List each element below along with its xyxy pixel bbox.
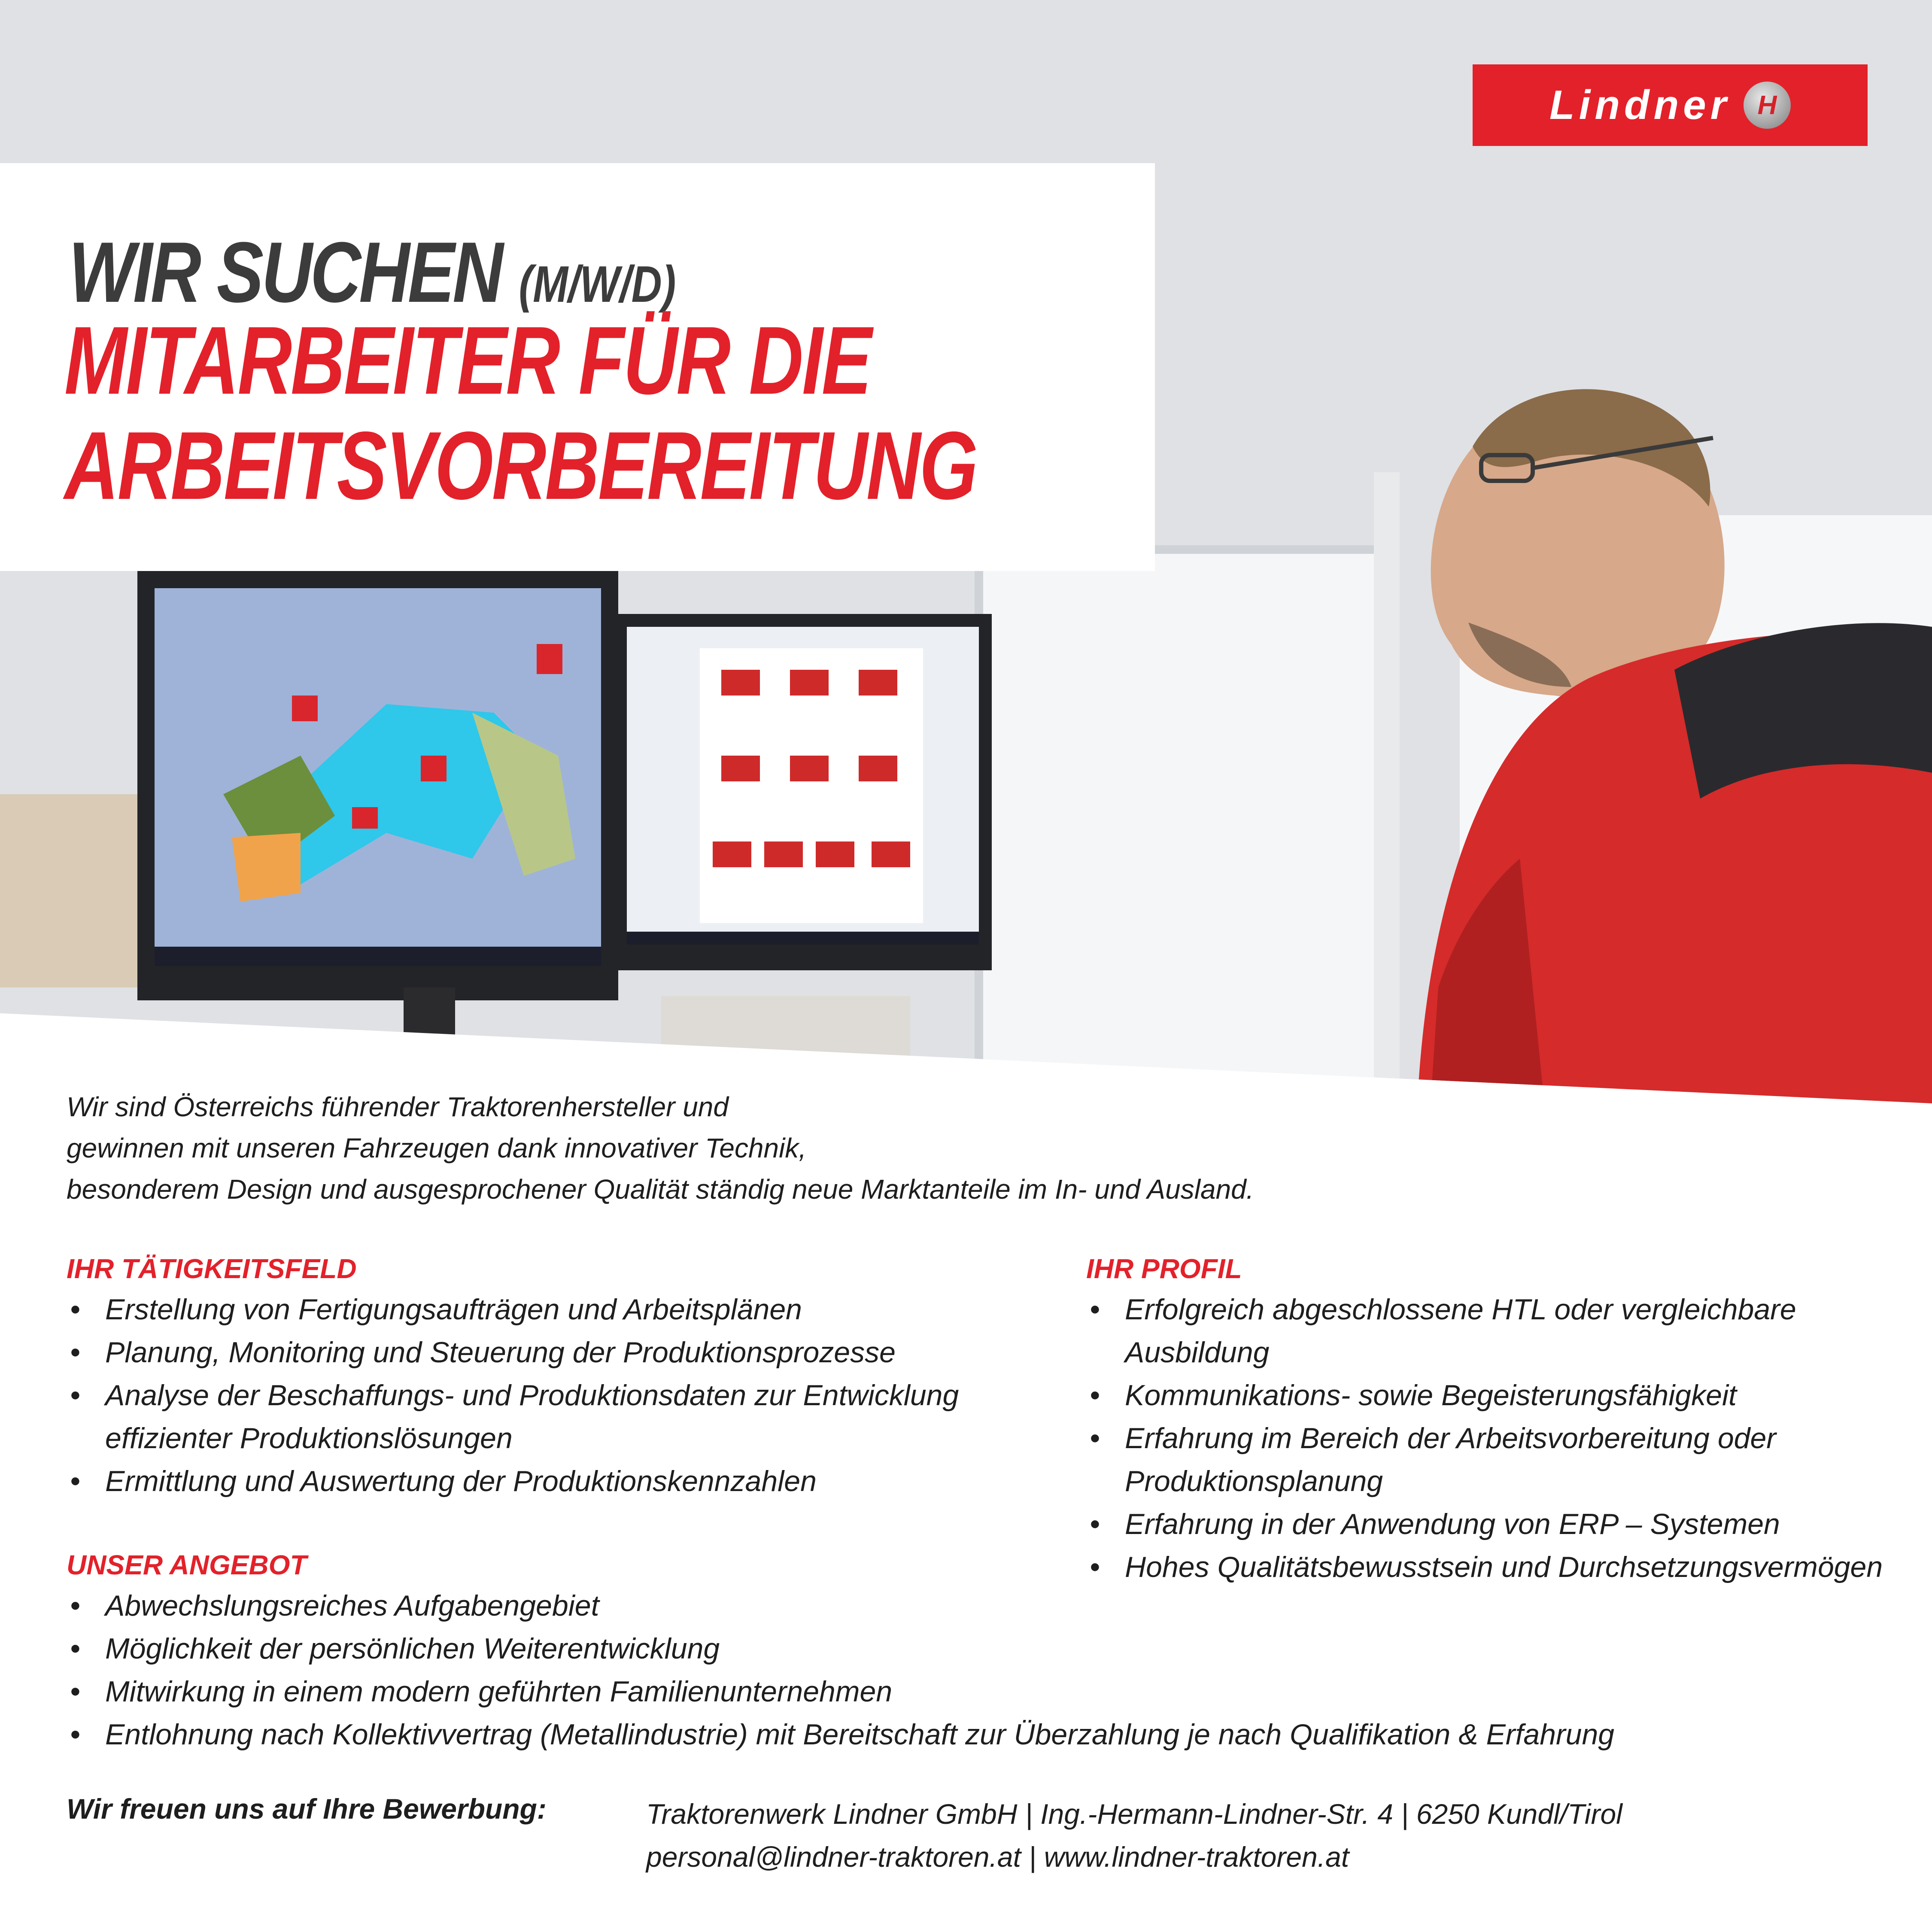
list-item: • Erfahrung im Bereich der Arbeitsvorbereitung oder Produktionsplanung	[1086, 1417, 1902, 1503]
intro-text	[67, 1086, 1870, 1210]
footer-contact	[646, 1792, 1622, 1878]
intro-line2: gewinnen mit unseren Fahrzeugen dank innovativer Technik,	[67, 1133, 807, 1163]
profil-title: IHR PROFIL	[1086, 1253, 1242, 1284]
lindner-logo	[1473, 64, 1868, 146]
profil-section	[1086, 1249, 1902, 1589]
headline-wir-suchen: WIR SUCHEN	[69, 225, 501, 320]
intro-line3: besonderem Design und ausgesprochener Qualität ständig neue Marktanteile im In- und Ausland.	[67, 1174, 1254, 1205]
taetigkeitsfeld-list	[67, 1288, 1088, 1503]
headline-line3: ARBEITSVORBEREITUNG	[64, 411, 977, 519]
footer-address: Traktorenwerk Lindner GmbH | Ing.-Hermann-Lindner-Str. 4 | 6250 Kundl/Tirol	[646, 1798, 1622, 1830]
taetigkeitsfeld-title: IHR TÄTIGKEITSFELD	[67, 1253, 357, 1284]
list-item: • Entlohnung nach Kollektivvertrag (Metallindustrie) mit Bereitschaft zur Überzahlung je nach Qualifikation & Erfahrung	[67, 1713, 1870, 1756]
list-item: • Erstellung von Fertigungsaufträgen und Arbeitsplänen	[67, 1288, 1088, 1331]
list-item: • Kommunikations- sowie Begeisterungsfähigkeit	[1086, 1374, 1902, 1417]
list-item: • Erfahrung in der Anwendung von ERP – Systemen	[1086, 1503, 1902, 1546]
angebot-title: UNSER ANGEBOT	[67, 1549, 307, 1580]
list-item: • Mitwirkung in einem modern geführten Familienunternehmen	[67, 1670, 1870, 1713]
intro-line1: Wir sind Österreichs führender Traktorenhersteller und	[67, 1091, 729, 1122]
profil-list	[1086, 1288, 1902, 1589]
list-item: • Ermittlung und Auswertung der Produktionskennzahlen	[67, 1460, 1088, 1503]
list-item: • Planung, Monitoring und Steuerung der Produktionsprozesse	[67, 1331, 1088, 1374]
list-item: • Möglichkeit der persönlichen Weiterentwicklung	[67, 1627, 1870, 1670]
list-item: • Analyse der Beschaffungs- und Produktionsdaten zur Entwicklung effizienter Produktionslösungen	[67, 1374, 1088, 1460]
logo-mark-icon: H	[1744, 82, 1791, 129]
list-item: • Hohes Qualitätsbewusstsein und Durchsetzungsvermögen	[1086, 1546, 1902, 1589]
list-item: • Abwechslungsreiches Aufgabengebiet	[67, 1584, 1870, 1627]
headline-box	[0, 163, 1155, 571]
angebot-section	[67, 1546, 1870, 1756]
taetigkeitsfeld-section	[67, 1249, 1088, 1503]
headline-gender: (M/W/D)	[519, 255, 676, 313]
list-item: • Erfolgreich abgeschlossene HTL oder vergleichbare Ausbildung	[1086, 1288, 1902, 1374]
logo-text: Lindner	[1549, 82, 1731, 128]
footer-email-web: personal@lindner-traktoren.at | www.lindner-traktoren.at	[646, 1841, 1349, 1873]
headline-line2: MITARBEITER FÜR DIE	[64, 306, 871, 414]
angebot-list	[67, 1584, 1870, 1756]
footer-label: Wir freuen uns auf Ihre Bewerbung:	[67, 1793, 547, 1825]
